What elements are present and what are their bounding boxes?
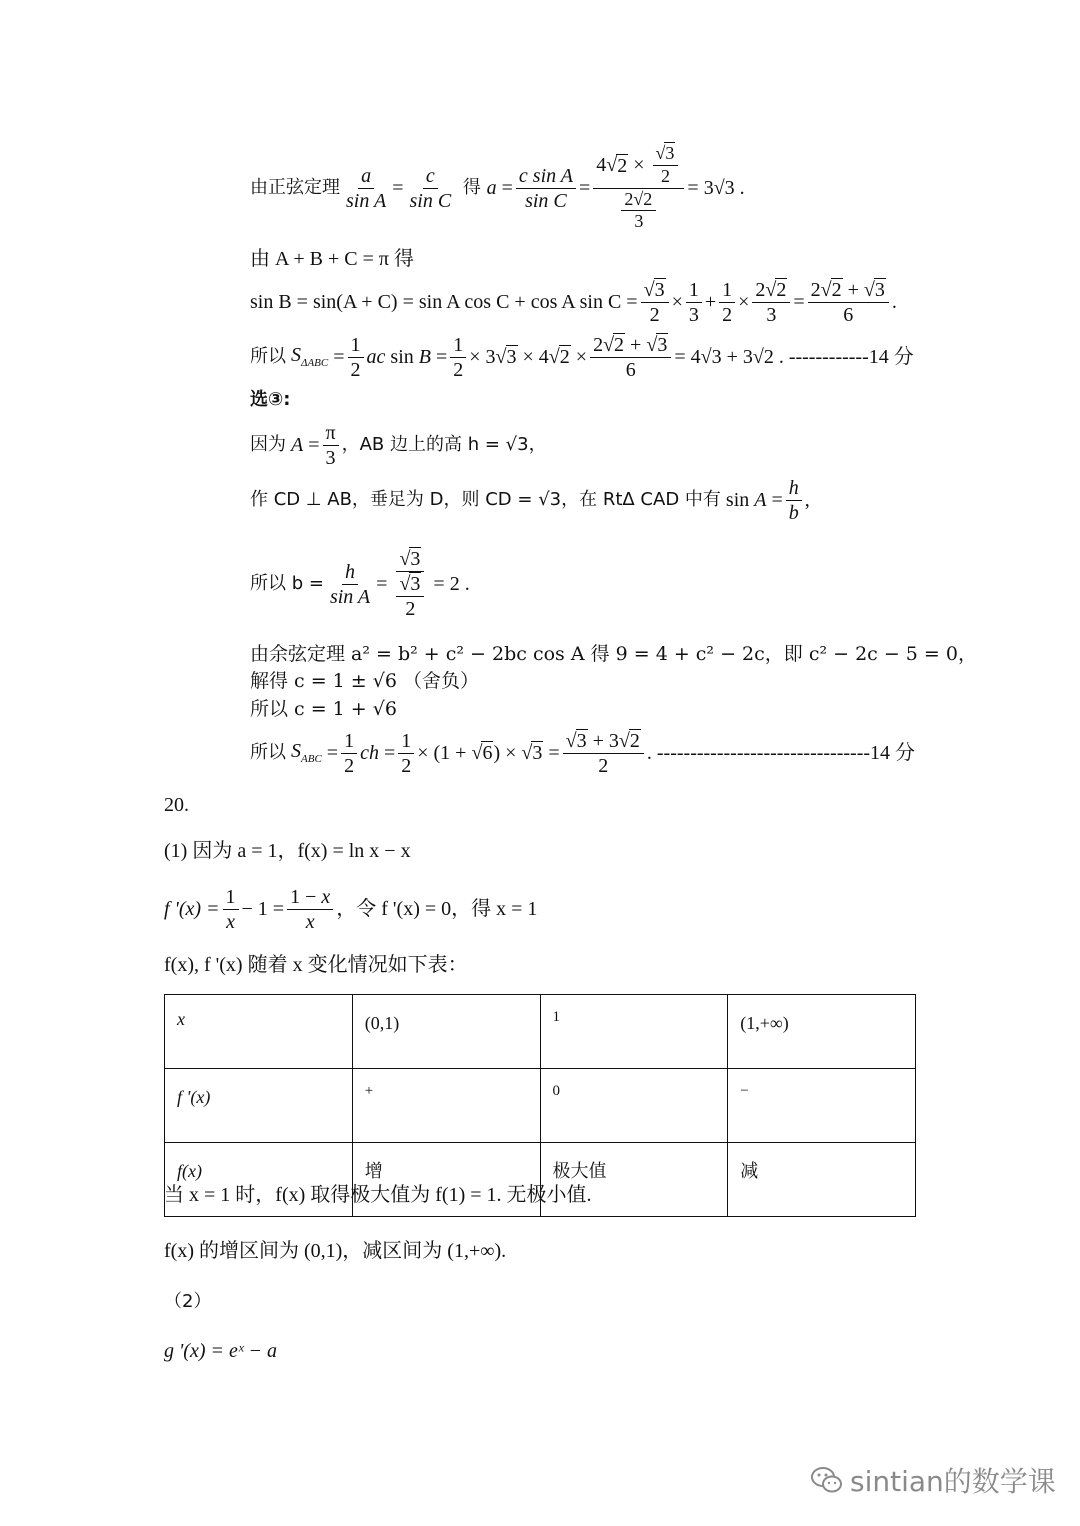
sinB-result: $\frac{2√2 + √3}{6}$ bbox=[808, 279, 889, 326]
table-cell: f(x) bbox=[165, 1143, 353, 1217]
so-c-line: 所以 c = 1 + √6 bbox=[250, 698, 397, 720]
part1-line: (1) 因为 a = 1，f(x) = ln x − x bbox=[164, 840, 411, 862]
area2-result: = 4√3 + 3√2 . ------------14 分 bbox=[674, 346, 914, 368]
because-line: 因为 A = $\frac{\pi}{3}$ ，AB 边上的高 h = √3， bbox=[250, 421, 547, 469]
choose-option-3: 选③: bbox=[250, 389, 291, 410]
table-cell: (0,1) bbox=[352, 995, 540, 1069]
watermark-text: sintian的数学课 bbox=[850, 1465, 1056, 1498]
table-cell: 增 bbox=[352, 1143, 540, 1217]
sinB-line: sin B = sin(A + C) = sin A cos C + cos A sin C = $\frac{√3}{2}$ × $\frac{1}{3}$ + $\frac{1}{2}$ × $\frac{2√2}{3}$ = $\frac{2√2 + √3}{6}$ . bbox=[250, 278, 897, 326]
angle-sum-line: 由 A + B + C = π 得 bbox=[250, 248, 414, 270]
sine-rule-line: 由正弦定理 $\frac{a}{\text{sin A}}$ = $\frac{c}{\text{sin C}}$ 得 a = $\frac{\text{c sin A}}{\text{sin C}}$ = 4√ 2 × $\frac{√3}{2}$ $\frac{2√2}{3}$ = 3√3 . bbox=[250, 142, 745, 232]
table-row bbox=[165, 1069, 916, 1143]
b-result: = 2 . bbox=[433, 573, 470, 595]
max-value-line: 当 x = 1 时，f(x) 取得极大值为 f(1) = 1. 无极小值. bbox=[164, 1184, 592, 1206]
sine-rule-result: = 3√3 . bbox=[687, 177, 745, 199]
fraction-a-over-sinA: $\frac{a}{\text{sin A}}$ bbox=[346, 164, 387, 212]
table-row bbox=[165, 995, 916, 1069]
table-cell: 0 bbox=[540, 1069, 728, 1143]
cosine-rule-line: 由余弦定理 a² = b² + c² − 2bc cos A 得 9 = 4 + c² − 2c，即 c² − 2c − 5 = 0， bbox=[250, 643, 977, 665]
area-line-3: 所以 $S_{ABC}$ = $\frac{1}{2}$ ch = $\frac{1}{2}$ × (1 + √6) × √3 = $\frac{√3 + 3√2}{2}$ . --------------------------------14 分 bbox=[250, 729, 916, 777]
part2-label: （2） bbox=[164, 1291, 212, 1312]
fraction-csinA-over-sinC: $\frac{\text{c sin A}}{\text{sin C}}$ bbox=[516, 165, 576, 212]
watermark bbox=[810, 1460, 1056, 1500]
perpendicular-line: 作 CD ⊥ AB，垂足为 D，则 CD = √3，在 RtΔ CAD 中有 sin A = $\frac{h}{b}$ , bbox=[250, 476, 810, 524]
table-cell: 极大值 bbox=[540, 1143, 728, 1217]
table-cell: x bbox=[165, 995, 353, 1069]
b-value-line: 所以 b = $\frac{h}{\text{sin A}}$ = $\frac{√3}{\frac{√3}{2}}$ = 2 . bbox=[250, 548, 470, 620]
sinB-expression: sin B = sin(A + C) = sin A cos C + cos A sin C bbox=[250, 291, 622, 313]
solve-c-line: 解得 c = 1 ± √6 （舍负） bbox=[250, 670, 480, 692]
fraction-c-over-sinC: $\frac{c}{\text{sin C}}$ bbox=[409, 164, 452, 212]
problem-number: 20. bbox=[164, 794, 189, 816]
compound-fraction: 4√ 2 × $\frac{√3}{2}$ $\frac{2√2}{3}$ bbox=[593, 144, 684, 232]
wechat-icon bbox=[810, 1465, 844, 1495]
table-cell: (1,+∞) bbox=[728, 995, 916, 1069]
table-cell: 1 bbox=[540, 995, 728, 1069]
table-cell: f '(x) bbox=[165, 1069, 353, 1143]
table-intro: f(x), f '(x) 随着 x 变化情况如下表： bbox=[164, 954, 468, 976]
derivative-line: f '(x) = $\frac{1}{x}$ − 1 = $\frac{1 - x}{x}$ ，令 f '(x) = 0，得 x = 1 bbox=[164, 885, 538, 933]
area3-result: . --------------------------------14 分 bbox=[646, 742, 916, 764]
sine-rule-prefix: 由正弦定理 bbox=[250, 177, 340, 199]
table-cell: 减 bbox=[728, 1143, 916, 1217]
g-derivative-line: g '(x) = eˣ − a bbox=[164, 1340, 277, 1362]
table-cell: + bbox=[352, 1069, 540, 1143]
interval-line: f(x) 的增区间为 (0,1)，减区间为 (1,+∞). bbox=[164, 1240, 507, 1262]
area-line-2: 所以 $S_{\Delta ABC}$ = $\frac{1}{2}$ ac sin B = $\frac{1}{2}$ × 3√3 × 4√2 × $\frac{2√2 + √3}{6}$ = 4√3 + 3√2 . ------------14 分 bbox=[250, 333, 914, 381]
table-cell: − bbox=[728, 1069, 916, 1143]
